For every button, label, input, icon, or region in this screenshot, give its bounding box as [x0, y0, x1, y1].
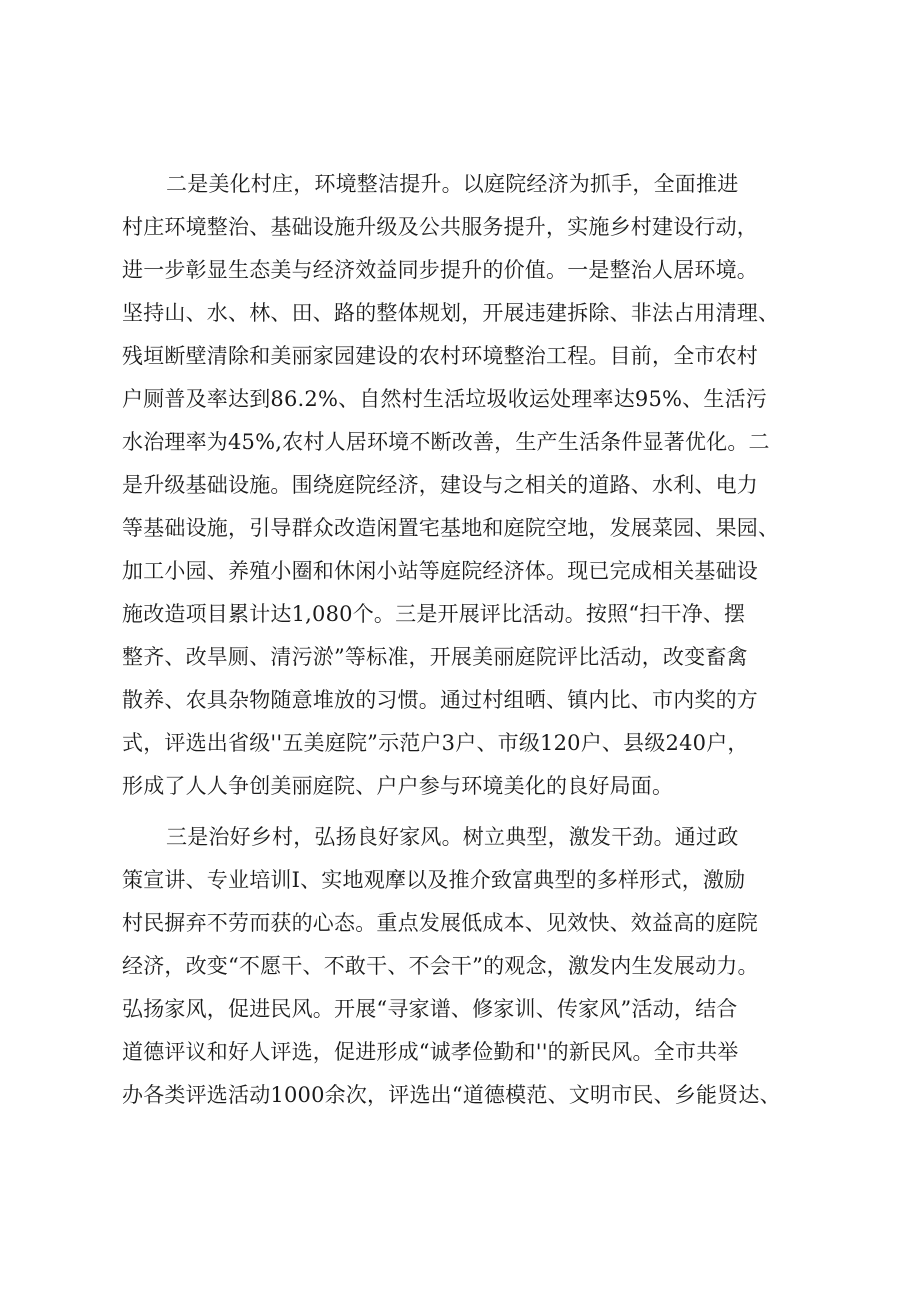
text-line: 二是美化村庄，环境整洁提升。以庭院经济为抓手，全面推进 [166, 172, 739, 196]
text-line: 三是治好乡村，弘扬良好家风。树立典型，激发干劲。通过政 [166, 825, 739, 849]
text-line: 经济，改变“不愿干、不敢干、不会干”的观念，激发内生发展动力。 [122, 954, 759, 978]
text-line: 散养、农具杂物随意堆放的习惯。通过村组晒、镇内比、市内奖的方 [122, 688, 758, 712]
text-line: 村民摒弃不劳而获的心态。重点发展低成本、见效快、效益高的庭院 [122, 911, 758, 935]
text-line: 户厕普及率达到86.2%、自然村生活垃圾收运处理率达95%、生活污 [122, 387, 767, 411]
text-line: 是升级基础设施。围绕庭院经济，建设与之相关的道路、水利、电力 [122, 473, 758, 497]
text-line: 村庄环境整治、基础设施升级及公共服务提升，实施乡村建设行动， [122, 215, 758, 239]
text-line: 弘扬家风，促进民风。开展“寻家谱、修家训、传家风”活动，结合 [122, 997, 738, 1021]
text-line: 整齐、改旱厕、清污淤”等标准，开展美丽庭院评比活动，改变畜禽 [122, 645, 748, 669]
text-line: 残垣断壁清除和美丽家园建设的农村环境整治工程。目前，全市农村 [122, 344, 758, 368]
paragraph-beautify-village [122, 163, 805, 808]
text-line: 形成了人人争创美丽庭院、户户参与环境美化的良好局面。 [122, 774, 674, 798]
text-line: 策宣讲、专业培训I、实地观摩以及推介致富典型的多样形式，激励 [122, 868, 746, 892]
text-line: 式，评选出省级''五美庭院”示范户3户、市级120户、县级240户， [122, 731, 749, 755]
paragraph-good-family-style [122, 816, 805, 1117]
text-line: 坚持山、水、林、田、路的整体规划，开展违建拆除、非法占用清理、 [122, 301, 780, 325]
text-line: 进一步彰显生态美与经济效益同步提升的价值。一是整治人居环境。 [122, 258, 758, 282]
text-line: 办各类评选活动1000余次，评选出“道德模范、文明市民、乡能贤达、 [122, 1083, 781, 1107]
document-body [122, 163, 805, 1117]
text-line: 水治理率为45%,农村人居环境不断改善，生产生活条件显著优化。二 [122, 430, 770, 454]
text-line: 加工小园、养殖小圈和休闲小站等庭院经济体。现已完成相关基础设 [122, 559, 758, 583]
text-line: 等基础设施，引导群众改造闲置宅基地和庭院空地，发展菜园、果园、 [122, 516, 780, 540]
paragraph-gap [122, 808, 805, 816]
text-line: 道德评议和好人评选，促进形成“诚孝俭勤和''的新民风。全市共举 [122, 1040, 739, 1064]
text-line: 施改造项目累计达1,080个。三是开展评比活动。按照“扫干净、摆 [122, 602, 746, 626]
